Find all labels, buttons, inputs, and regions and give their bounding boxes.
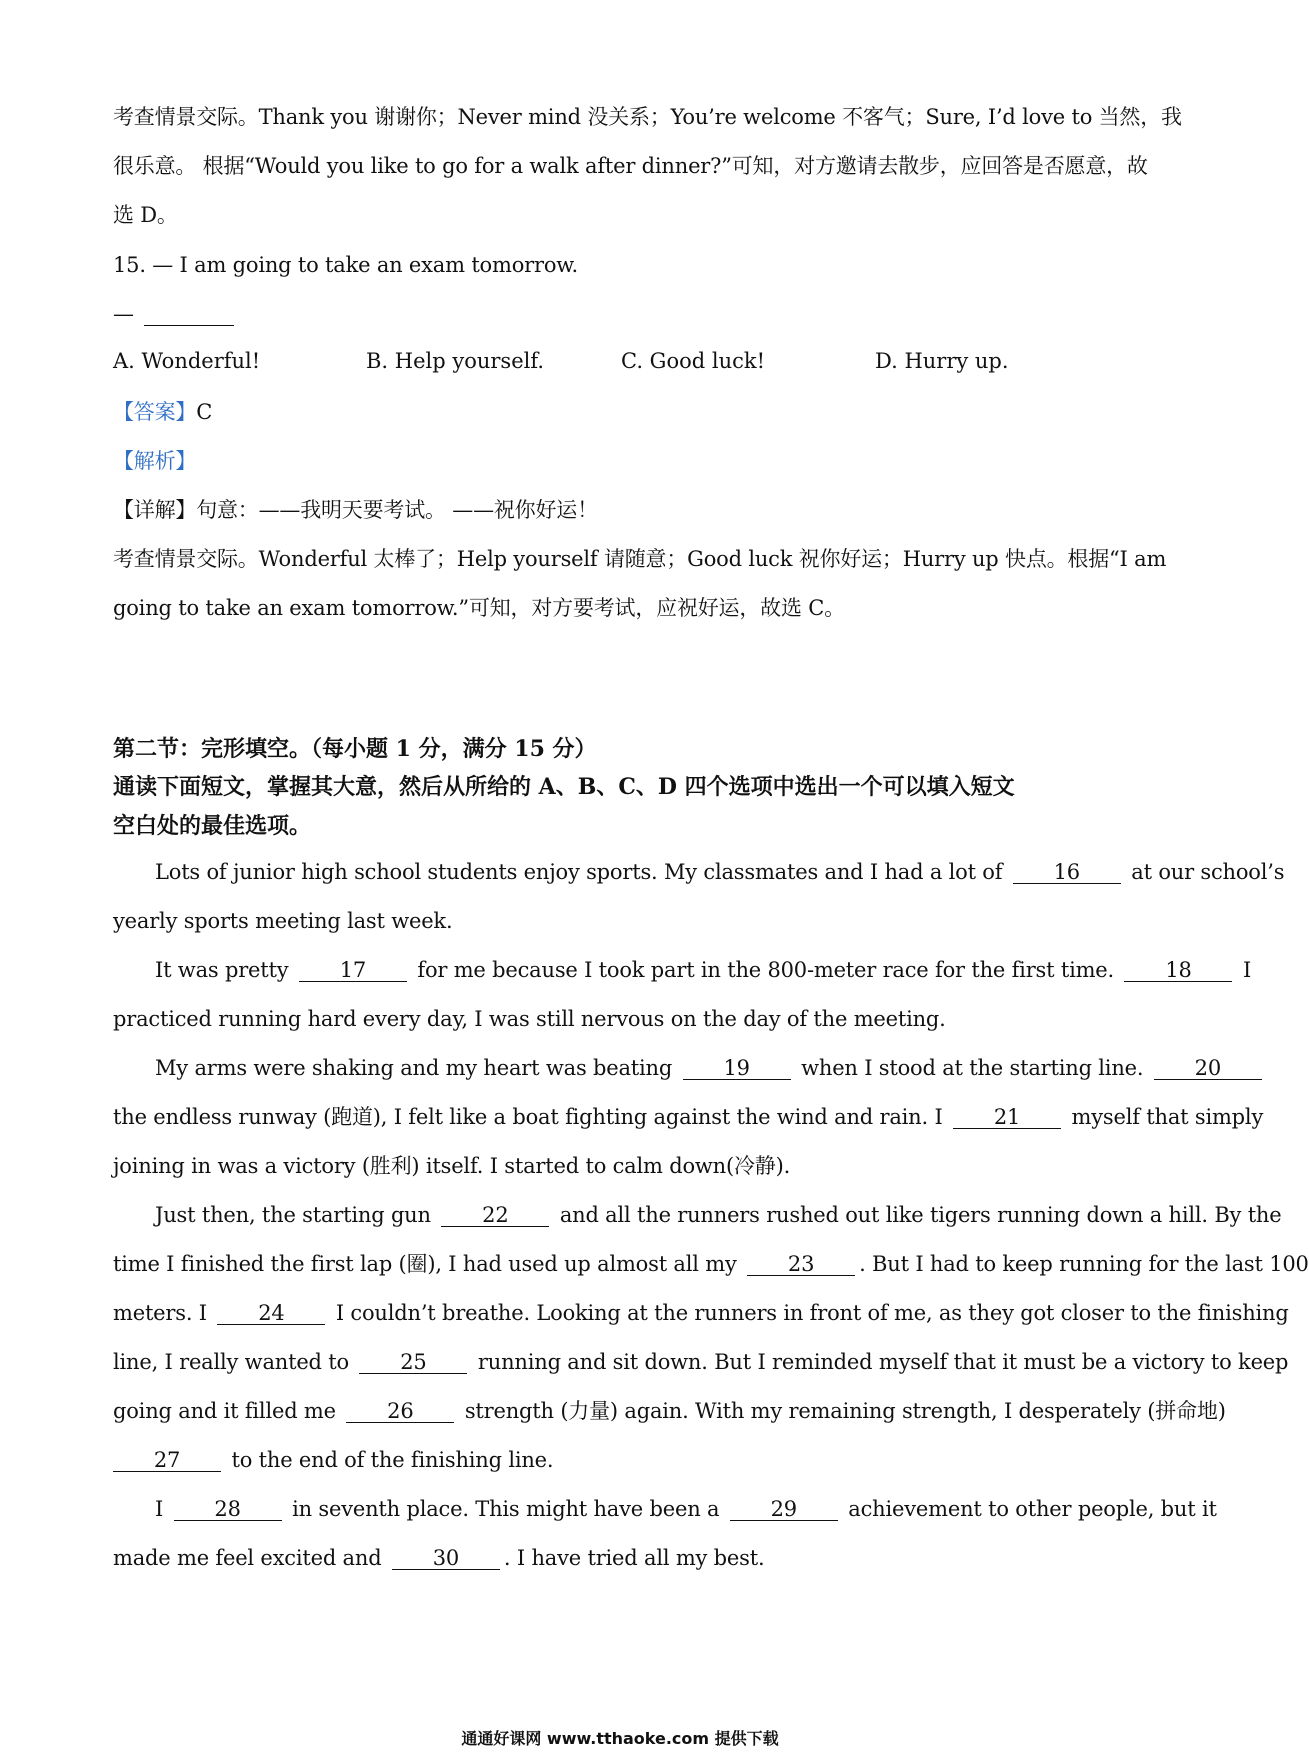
passage-text: line, I really wanted to (113, 1350, 349, 1374)
passage-text: I (1242, 958, 1252, 982)
passage-text: Just then, the starting gun (155, 1203, 431, 1227)
passage-text: going and it filled me (113, 1399, 336, 1423)
detail-line: 【详解】句意：——我明天要考试。 ——祝你好运！ (113, 498, 598, 522)
blank-16: 16 (1013, 861, 1121, 884)
blank-20: 20 (1154, 1057, 1262, 1080)
passage-text: . But I had to keep running for the last 100 (859, 1252, 1309, 1276)
section-2-instruction-1: 通读下面短文，掌握其大意，然后从所给的 A、B、C、D 四个选项中选出一个可以填入短文 (113, 774, 1015, 800)
question-15-reply (113, 300, 1133, 328)
passage-line-5 (155, 1054, 1221, 1082)
passage-text: time I finished the first lap (圈), I had used up almost all my (113, 1252, 737, 1276)
passage-line-1 (155, 858, 1285, 886)
passage-text: meters. I (113, 1301, 207, 1325)
blank-22: 22 (441, 1204, 549, 1227)
passage-line-14 (155, 1495, 1217, 1523)
explanation-14-line-1: 考查情景交际。Thank you 谢谢你；Never mind 没关系；You’re welcome 不客气；Sure, I’d love to 当然，我 (113, 105, 1182, 129)
blank-24: 24 (217, 1302, 325, 1325)
blank-26: 26 (346, 1400, 454, 1423)
explanation-14-line-2: 很乐意。 根据“Would you like to go for a walk after dinner?”可知，对方邀请去散步，应回答是否愿意，故 (113, 154, 1148, 178)
explanation-15-line-2: going to take an exam tomorrow.”可知，对方要考试，应祝好运，故选 C。 (113, 596, 845, 620)
passage-text: I couldn’t breathe. Looking at the runners in front of me, as they got closer to the finishing (335, 1301, 1289, 1325)
passage-line-15 (113, 1544, 1133, 1572)
blank-17: 17 (299, 959, 407, 982)
passage-line-12 (113, 1397, 1226, 1425)
passage-text: to the end of the finishing line. (231, 1448, 554, 1472)
passage-text: made me feel excited and (113, 1546, 382, 1570)
blank-21: 21 (953, 1106, 1061, 1129)
answer-tag: 【答案】 (113, 400, 197, 424)
blank-19: 19 (683, 1057, 791, 1080)
passage-text: myself that simply (1071, 1105, 1264, 1129)
blank-23: 23 (747, 1253, 855, 1276)
option-d: D. Hurry up. (875, 349, 1009, 373)
reply-blank (144, 303, 234, 326)
passage-text: when I stood at the starting line. (801, 1056, 1144, 1080)
passage-line-9 (113, 1250, 1309, 1278)
passage-line-7: joining in was a victory (胜利) itself. I started to calm down(冷静). (113, 1154, 791, 1178)
passage-text: and all the runners rushed out like tigers running down a hill. By the (559, 1203, 1282, 1227)
section-2-title: 第二节：完形填空。（每小题 1 分，满分 15 分） (113, 736, 597, 762)
blank-29: 29 (730, 1498, 838, 1521)
blank-25: 25 (359, 1351, 467, 1374)
blank-28: 28 (174, 1498, 282, 1521)
answer-value: C (196, 400, 213, 424)
blank-30: 30 (392, 1547, 500, 1570)
page-footer: 通通好课网 www.tthaoke.com 提供下载 (461, 1729, 779, 1748)
passage-text: for me because I took part in the 800-meter race for the first time. (417, 958, 1114, 982)
analysis-tag: 【解析】 (113, 449, 197, 473)
passage-text: running and sit down. But I reminded myself that it must be a victory to keep (477, 1350, 1289, 1374)
question-15-stem: 15. — I am going to take an exam tomorrow. (113, 253, 579, 277)
passage-line-11 (113, 1348, 1289, 1376)
explanation-15-line-1: 考查情景交际。Wonderful 太棒了；Help yourself 请随意；Good luck 祝你好运；Hurry up 快点。根据“I am (113, 547, 1167, 571)
analysis-line (113, 447, 1133, 475)
blank-27: 27 (113, 1449, 221, 1472)
passage-text: at our school’s (1131, 860, 1285, 884)
answer-line (113, 398, 1133, 426)
passage-text: Lots of junior high school students enjoy sports. My classmates and I had a lot of (155, 860, 1003, 884)
passage-text: the endless runway (跑道), I felt like a boat fighting against the wind and rain. I (113, 1105, 943, 1129)
passage-text: It was pretty (155, 958, 289, 982)
passage-line-2: yearly sports meeting last week. (113, 909, 453, 933)
option-a: A. Wonderful! (113, 349, 261, 373)
question-15-options (113, 349, 1133, 377)
passage-line-13 (113, 1446, 1133, 1474)
passage-text: in seventh place. This might have been a (292, 1497, 720, 1521)
reply-dash: — (113, 302, 134, 326)
passage-text: I (155, 1497, 164, 1521)
blank-18: 18 (1124, 959, 1232, 982)
section-2-instruction-2: 空白处的最佳选项。 (113, 813, 312, 839)
passage-line-3 (155, 956, 1252, 984)
passage-line-6 (113, 1103, 1264, 1131)
passage-line-10 (113, 1299, 1289, 1327)
passage-line-8 (155, 1201, 1282, 1229)
passage-text: . I have tried all my best. (503, 1546, 765, 1570)
option-c: C. Good luck! (621, 349, 766, 373)
passage-line-4: practiced running hard every day, I was still nervous on the day of the meeting. (113, 1007, 946, 1031)
passage-text: strength (力量) again. With my remaining strength, I desperately (拼命地) (464, 1399, 1226, 1423)
passage-text: My arms were shaking and my heart was beating (155, 1056, 673, 1080)
passage-text: achievement to other people, but it (848, 1497, 1217, 1521)
explanation-14-line-3: 选 D。 (113, 203, 178, 227)
option-b: B. Help yourself. (366, 349, 545, 373)
